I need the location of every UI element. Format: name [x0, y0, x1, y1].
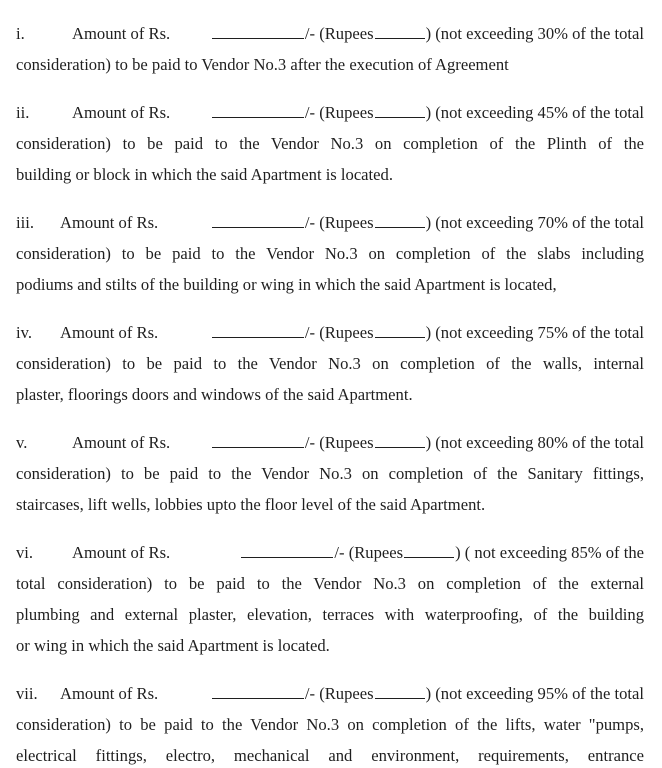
clause-first-line: [16, 537, 644, 568]
clause-numeral: v.: [16, 433, 28, 452]
rupees-blank: [404, 556, 454, 558]
clause-line: consideration) to be paid to the Vendor No.3 on completion of the slabs including: [16, 244, 644, 263]
amount-label: Amount of Rs.: [72, 103, 171, 122]
percent-text: ) (not exceeding 30% of the total: [425, 24, 644, 43]
rupees-label: /- (Rupees: [304, 323, 374, 342]
clause-line: consideration) to be paid to the Vendor No.3 on completion of the walls, internal: [16, 354, 644, 373]
clause-line: building or block in which the said Apartment is located.: [16, 165, 393, 184]
clause-line: consideration) to be paid to Vendor No.3 after the execution of Agreement: [16, 55, 509, 74]
clause-line: or wing in which the said Apartment is located.: [16, 636, 330, 655]
rupees-label: /- (Rupees: [304, 433, 374, 452]
clause-numeral: vi.: [16, 543, 34, 562]
amount-blank: [212, 116, 304, 118]
amount-blank: [212, 37, 304, 39]
payment-clause-v: [16, 427, 644, 520]
rupees-label: /- (Rupees: [304, 684, 374, 703]
clause-first-line: [16, 317, 644, 348]
amount-blank: [212, 336, 304, 338]
payment-clause-i: [16, 18, 644, 80]
amount-blank: [212, 446, 304, 448]
clause-first-line: [16, 678, 644, 709]
clause-line: total consideration) to be paid to the Vendor No.3 on completion of the external: [16, 574, 644, 593]
amount-blank: [212, 226, 304, 228]
percent-text: ) (not exceeding 80% of the total: [425, 433, 644, 452]
clause-first-line: [16, 207, 644, 238]
payment-clause-vi: [16, 537, 644, 661]
rupees-blank: [375, 336, 425, 338]
amount-label: Amount of Rs.: [72, 543, 171, 562]
clause-line: podiums and stilts of the building or wing in which the said Apartment is located,: [16, 275, 557, 294]
clause-line: consideration) to be paid to the Vendor No.3 on completion of the Sanitary fittings,: [16, 464, 644, 483]
clause-line: consideration) to be paid to the Vendor No.3 on completion of the Plinth of the: [16, 134, 644, 153]
clause-numeral: i.: [16, 24, 25, 43]
amount-label: Amount of Rs.: [60, 323, 159, 342]
clause-first-line: [16, 18, 644, 49]
percent-text: ) (not exceeding 75% of the total: [425, 323, 644, 342]
clause-first-line: [16, 427, 644, 458]
rupees-blank: [375, 697, 425, 699]
clause-line: electrical fittings, electro, mechanical and environment, requirements, entrance: [16, 746, 644, 765]
payment-clause-iii: [16, 207, 644, 300]
amount-blank: [212, 697, 304, 699]
percent-text: ) (not exceeding 70% of the total: [425, 213, 644, 232]
clause-first-line: [16, 97, 644, 128]
payment-clause-ii: [16, 97, 644, 190]
payment-clause-vii: [16, 678, 644, 768]
percent-text: ) (not exceeding 95% of the total: [425, 684, 644, 703]
rupees-label: /- (Rupees: [334, 543, 404, 562]
amount-label: Amount of Rs.: [72, 24, 171, 43]
rupees-blank: [375, 446, 425, 448]
clause-numeral: ii.: [16, 103, 30, 122]
amount-label: Amount of Rs.: [60, 213, 159, 232]
clause-numeral: iii.: [16, 213, 34, 232]
rupees-blank: [375, 116, 425, 118]
rupees-blank: [375, 37, 425, 39]
amount-label: Amount of Rs.: [72, 433, 171, 452]
percent-text: ) ( not exceeding 85% of the: [455, 543, 644, 562]
clause-line: consideration) to be paid to the Vendor No.3 on completion of the lifts, water "pumps,: [16, 715, 644, 734]
clause-numeral: vii.: [16, 684, 38, 703]
clause-line: staircases, lift wells, lobbies upto the floor level of the said Apartment.: [16, 495, 486, 514]
clause-line: plumbing and external plaster, elevation, terraces with waterproofing, of the building: [16, 605, 644, 624]
amount-label: Amount of Rs.: [60, 684, 159, 703]
rupees-label: /- (Rupees: [304, 24, 374, 43]
rupees-label: /- (Rupees: [304, 103, 374, 122]
amount-blank: [241, 556, 333, 558]
rupees-label: /- (Rupees: [304, 213, 374, 232]
clause-line: plaster, floorings doors and windows of the said Apartment.: [16, 385, 413, 404]
rupees-blank: [375, 226, 425, 228]
percent-text: ) (not exceeding 45% of the total: [425, 103, 644, 122]
clause-numeral: iv.: [16, 323, 32, 342]
payment-clause-iv: [16, 317, 644, 410]
